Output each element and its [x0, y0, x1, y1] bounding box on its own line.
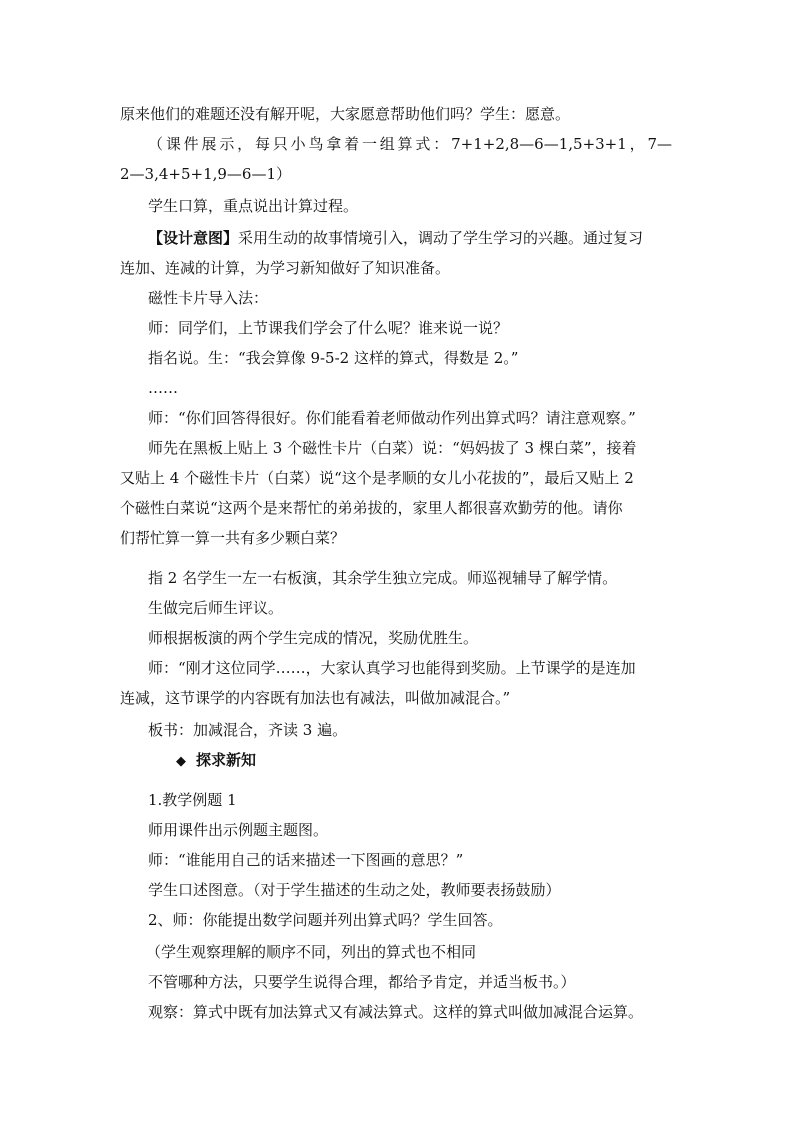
text-line: 指名说。生：“我会算像 9-5-2 这样的算式，得数是 2。” [148, 349, 519, 367]
design-intent-label: 【设计意图】 [148, 229, 239, 247]
text-line: （课件展示，每只小鸟拿着一组算式：7+1+2,8—6—1,5+3+1，7— [148, 135, 672, 153]
text-line: 板书：加减混合，齐读 3 遍。 [148, 721, 348, 739]
text-line: 师用课件出示例题主题图。 [148, 821, 329, 839]
text-line: 观察：算式中既有加法算式又有减法算式。这样的算式叫做加减混合运算。 [148, 1003, 644, 1021]
section-title: 探求新知 [196, 751, 257, 769]
text-line: 磁性卡片导入法： [148, 289, 269, 307]
text-line: 生做完后师生评议。 [148, 599, 284, 617]
section-heading [176, 750, 256, 772]
text-line: 师：“谁能用自己的话来描述一下图画的意思？” [148, 851, 464, 869]
diamond-bullet-icon: ◆ [176, 754, 186, 769]
text-line: （学生观察理解的顺序不同，列出的算式也不相同 [146, 943, 477, 961]
text-line: 师先在黑板上贴上 3 个磁性卡片（白菜）说：“妈妈拔了 3 棵白菜”，接着 [148, 439, 637, 457]
text-line: 2、师：你能提出数学问题并列出算式吗？学生回答。 [148, 911, 503, 929]
text-line: 指 2 名学生一左一右板演，其余学生独立完成。师巡视辅导了解学情。 [148, 569, 618, 587]
text-line: 不管哪种方法，只要学生说得合理，都给予肯定，并适当板书。） [148, 973, 576, 991]
text-line: 连减，这节课学的内容既有加法也有减法，叫做加减混合。” [120, 689, 511, 707]
text-line: …… [148, 379, 178, 397]
text-line: 师根据板演的两个学生完成的情况，奖励优胜生。 [148, 629, 479, 647]
text-line: 1.教学例题 1 [148, 791, 237, 809]
text-line: 师：“你们回答得很好。你们能看着老师做动作列出算式吗？请注意观察。” [148, 409, 636, 427]
design-intent-line: 【设计意图】采用生动的故事情境引入，调动了学生学习的兴趣。通过复习 [148, 229, 644, 247]
text-line: 2—3,4+5+1,9—6—1） [120, 165, 292, 183]
text-line: 原来他们的难题还没有解开呢，大家愿意帮助他们吗？学生：愿意。 [120, 105, 571, 123]
text-line: 们帮忙算一算一共有多少颗白菜？ [120, 529, 346, 547]
text-line: 学生口算，重点说出计算过程。 [148, 197, 359, 215]
text-line: 师：同学们，上节课我们学会了什么呢？谁来说一说？ [148, 319, 509, 337]
text-line: 又贴上 4 个磁性卡片（白菜）说“这个是孝顺的女儿小花拔的”，最后又贴上 2 [120, 469, 634, 487]
text-line: 师：“刚才这位同学……，大家认真学习也能得到奖励。上节课学的是连加 [148, 659, 636, 677]
text-line: 个磁性白菜说“这两个是来帮忙的弟弟拔的，家里人都很喜欢勤劳的他。请你 [120, 499, 623, 517]
text-line: 学生口述图意。（对于学生描述的生动之处，教师要表扬鼓励） [148, 881, 561, 899]
text-line: 连加、连减的计算，为学习新知做好了知识准备。 [120, 259, 451, 277]
